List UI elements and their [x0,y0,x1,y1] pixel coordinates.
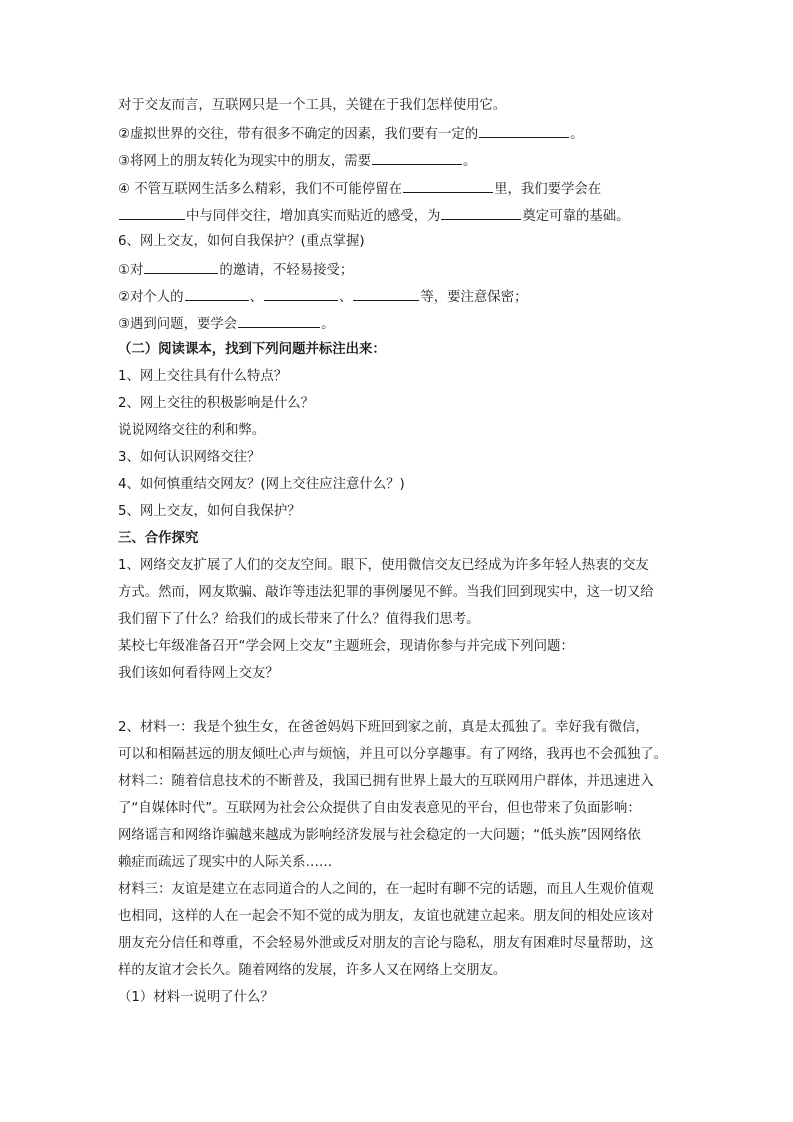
fill-blank-line: 中与同伴交往，增加真实而贴近的感受，为 奠定可靠的基础。 [118,206,630,224]
answer-blank[interactable] [441,206,521,220]
answer-blank[interactable] [372,151,462,165]
question-item: 3、如何认识网络交往？ [118,450,261,465]
text-line: 对于交友而言，互联网只是一个工具，关键在于我们怎样使用它。 [118,98,507,113]
text-line: 赖症而疏远了现实中的人际关系…… [118,855,333,870]
text-line: 可以和相隔甚远的朋友倾吐心声与烦恼，并且可以分享趣事。有了网络，我再也不会孤独了。 [118,747,668,762]
question-item: 说说网络交往的利和弊。 [118,423,266,438]
answer-blank[interactable] [238,314,320,328]
text-line: 网络谣言和网络诈骗越来越成为影响经济发展与社会稳定的一大问题；“低头族”因网络依 [118,828,641,843]
answer-blank[interactable] [353,287,419,301]
answer-blank[interactable] [479,124,569,138]
answer-blank[interactable] [185,287,249,301]
question-item: 4、如何慎重结交网友？(网上交往应注意什么？) [118,477,405,492]
fill-blank-line: ④ 不管互联网生活多么精彩，我们不可能停留在 里，我们要学会在 [118,179,601,197]
section-heading: （二）阅读课本，找到下列问题并标注出来： [118,342,386,357]
fill-blank-line: ③遇到问题，要学会 。 [118,314,335,332]
answer-blank[interactable] [119,206,185,220]
text-line: 2、材料一：我是个独生女，在爸爸妈妈下班回到家之前，真是太孤独了。幸好我有微信， [118,720,649,735]
text-line: 我们该如何看待网上交友？ [118,666,279,681]
text-line: 朋友充分信任和尊重，不会轻易外泄或反对朋友的言论与隐私，朋友有困难时尽量帮助，这 [118,936,654,951]
text-line: 样的友谊才会长久。随着网络的发展，许多人又在网络上交朋友。 [118,963,507,978]
question-item: （1）材料一说明了什么？ [118,990,274,1005]
question-item: 5、网上交友，如何自我保护？ [118,504,301,519]
text-line: 材料二：随着信息技术的不断普及，我国已拥有世界上最大的互联网用户群体，并迅速进入 [118,774,654,789]
answer-blank[interactable] [144,260,218,274]
text-line: 材料三：友谊是建立在志同道合的人之间的，在一起时有聊不完的话题，而且人生观价值观 [118,882,654,897]
question-item: 2、网上交往的积极影响是什么？ [118,396,314,411]
fill-blank-line: ③将网上的朋友转化为现实中的朋友，需要 。 [118,151,476,169]
fill-blank-line: ①对 的邀请，不轻易接受； [118,260,353,278]
fill-blank-line: ②虚拟世界的交往，带有很多不确定的因素，我们要有一定的 。 [118,124,584,142]
answer-blank[interactable] [264,287,338,301]
text-line: 某校七年级准备召开“学会网上交友”主题班会，现请你参与并完成下列问题： [118,639,574,654]
answer-blank[interactable] [403,179,493,193]
text-line: 1、网络交友扩展了人们的交友空间。眼下，使用微信交友已经成为许多年轻人热衷的交友 [118,558,649,573]
text-line: 也相同，这样的人在一起会不知不觉的成为朋友，友谊也就建立起来。朋友间的相处应该对 [118,909,654,924]
question-heading: 6、网上交友，如何自我保护？(重点掌握) [118,234,365,249]
text-line: 我们留下了什么？给我们的成长带来了什么？值得我们思考。 [118,612,480,627]
fill-blank-line: ②对个人的 、 、 等，要注意保密； [118,287,527,305]
text-line: 方式。然而，网友欺骗、敲诈等违法犯罪的事例屡见不鲜。当我们回到现实中，这一切又给 [118,585,654,600]
section-heading: 三、合作探究 [118,531,199,546]
text-line: 了“自媒体时代”。互联网为社会公众提供了自由发表意见的平台，但也带来了负面影响： [118,801,641,816]
question-item: 1、网上交往具有什么特点？ [118,369,288,384]
